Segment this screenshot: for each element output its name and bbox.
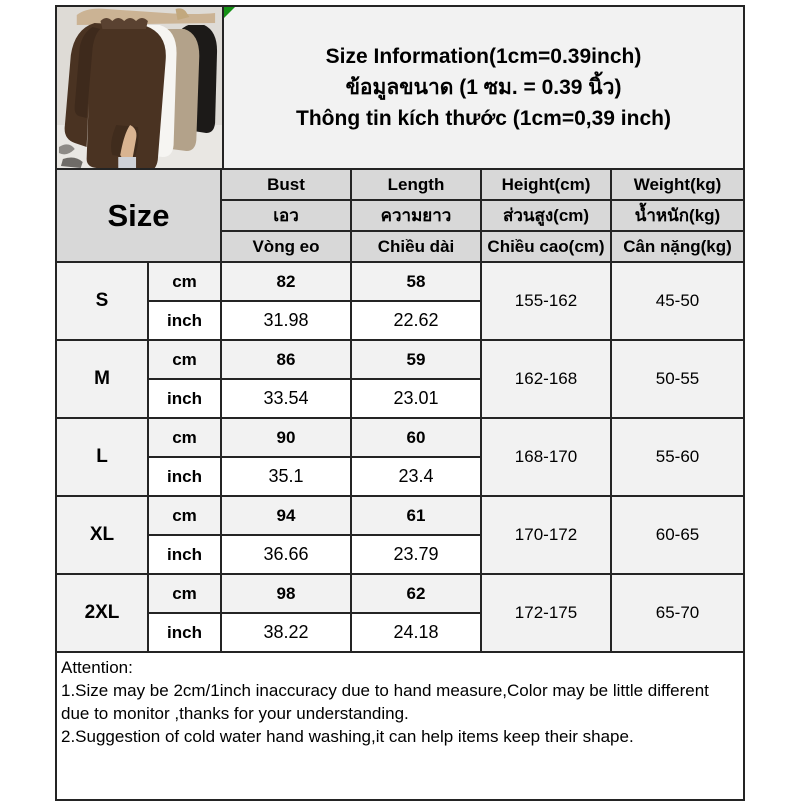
- size-header-cell: Size: [56, 169, 221, 262]
- top-section: [55, 5, 745, 170]
- col-header-height-th: ส่วนสูง(cm): [481, 200, 611, 231]
- product-photo: [57, 7, 224, 168]
- size-label-xl: XL: [56, 496, 148, 574]
- col-header-height-en: Height(cm): [481, 169, 611, 200]
- size-label-2xl: 2XL: [56, 574, 148, 652]
- bust-inch-m: 33.54: [221, 379, 351, 418]
- col-header-length-vi: Chiều dài: [351, 231, 481, 262]
- length-cm-2xl: 62: [351, 574, 481, 613]
- length-inch-m: 23.01: [351, 379, 481, 418]
- weight-range-s: 45-50: [611, 262, 744, 340]
- product-photo-illustration: [57, 7, 222, 168]
- bust-cm-xl: 94: [221, 496, 351, 535]
- col-header-weight-en: Weight(kg): [611, 169, 744, 200]
- height-range-xl: 170-172: [481, 496, 611, 574]
- bust-cm-l: 90: [221, 418, 351, 457]
- table-row: [56, 340, 744, 379]
- length-cm-xl: 61: [351, 496, 481, 535]
- col-header-bust-vi: Vòng eo: [221, 231, 351, 262]
- table-row: [56, 496, 744, 535]
- table-row: [56, 574, 744, 613]
- unit-inch: inch: [148, 457, 221, 496]
- length-inch-s: 22.62: [351, 301, 481, 340]
- length-cm-s: 58: [351, 262, 481, 301]
- height-range-l: 168-170: [481, 418, 611, 496]
- unit-cm: cm: [148, 574, 221, 613]
- size-label-m: M: [56, 340, 148, 418]
- size-label-l: L: [56, 418, 148, 496]
- size-information-sheet: [55, 5, 745, 801]
- unit-inch: inch: [148, 613, 221, 652]
- title-cell: [224, 7, 743, 168]
- bust-inch-xl: 36.66: [221, 535, 351, 574]
- length-inch-2xl: 24.18: [351, 613, 481, 652]
- bust-inch-l: 35.1: [221, 457, 351, 496]
- length-cm-l: 60: [351, 418, 481, 457]
- bust-cm-2xl: 98: [221, 574, 351, 613]
- attention-notes: [55, 651, 745, 801]
- col-header-bust-en: Bust: [221, 169, 351, 200]
- length-inch-l: 23.4: [351, 457, 481, 496]
- title-thai: ข้อมูลขนาด (1 ซม. = 0.39 นิ้ว): [345, 76, 622, 99]
- bust-inch-s: 31.98: [221, 301, 351, 340]
- table-row: [56, 262, 744, 301]
- unit-inch: inch: [148, 379, 221, 418]
- unit-cm: cm: [148, 262, 221, 301]
- attention-title: Attention:: [61, 658, 133, 677]
- attention-note-2: 2.Suggestion of cold water hand washing,it can help items keep their shape.: [61, 727, 634, 746]
- col-header-height-vi: Chiều cao(cm): [481, 231, 611, 262]
- weight-range-l: 55-60: [611, 418, 744, 496]
- size-table: [55, 168, 745, 653]
- title-vietnamese: Thông tin kích thước (1cm=0,39 inch): [296, 107, 671, 130]
- unit-cm: cm: [148, 496, 221, 535]
- col-header-length-en: Length: [351, 169, 481, 200]
- bust-cm-s: 82: [221, 262, 351, 301]
- unit-inch: inch: [148, 535, 221, 574]
- col-header-weight-vi: Cân nặng(kg): [611, 231, 744, 262]
- length-inch-xl: 23.79: [351, 535, 481, 574]
- col-header-weight-th: น้ำหนัก(kg): [611, 200, 744, 231]
- col-header-length-th: ความยาว: [351, 200, 481, 231]
- height-range-2xl: 172-175: [481, 574, 611, 652]
- length-cm-m: 59: [351, 340, 481, 379]
- height-range-m: 162-168: [481, 340, 611, 418]
- col-header-bust-th: เอว: [221, 200, 351, 231]
- unit-inch: inch: [148, 301, 221, 340]
- excel-corner-flag-icon: [224, 7, 235, 18]
- weight-range-m: 50-55: [611, 340, 744, 418]
- height-range-s: 155-162: [481, 262, 611, 340]
- table-row: [56, 418, 744, 457]
- weight-range-2xl: 65-70: [611, 574, 744, 652]
- weight-range-xl: 60-65: [611, 496, 744, 574]
- size-label-s: S: [56, 262, 148, 340]
- title-english: Size Information(1cm=0.39inch): [325, 45, 642, 68]
- unit-cm: cm: [148, 340, 221, 379]
- unit-cm: cm: [148, 418, 221, 457]
- bust-cm-m: 86: [221, 340, 351, 379]
- attention-note-1: 1.Size may be 2cm/1inch inaccuracy due to hand measure,Color may be little different due to monitor ,thanks for your understanding.: [61, 681, 709, 723]
- bust-inch-2xl: 38.22: [221, 613, 351, 652]
